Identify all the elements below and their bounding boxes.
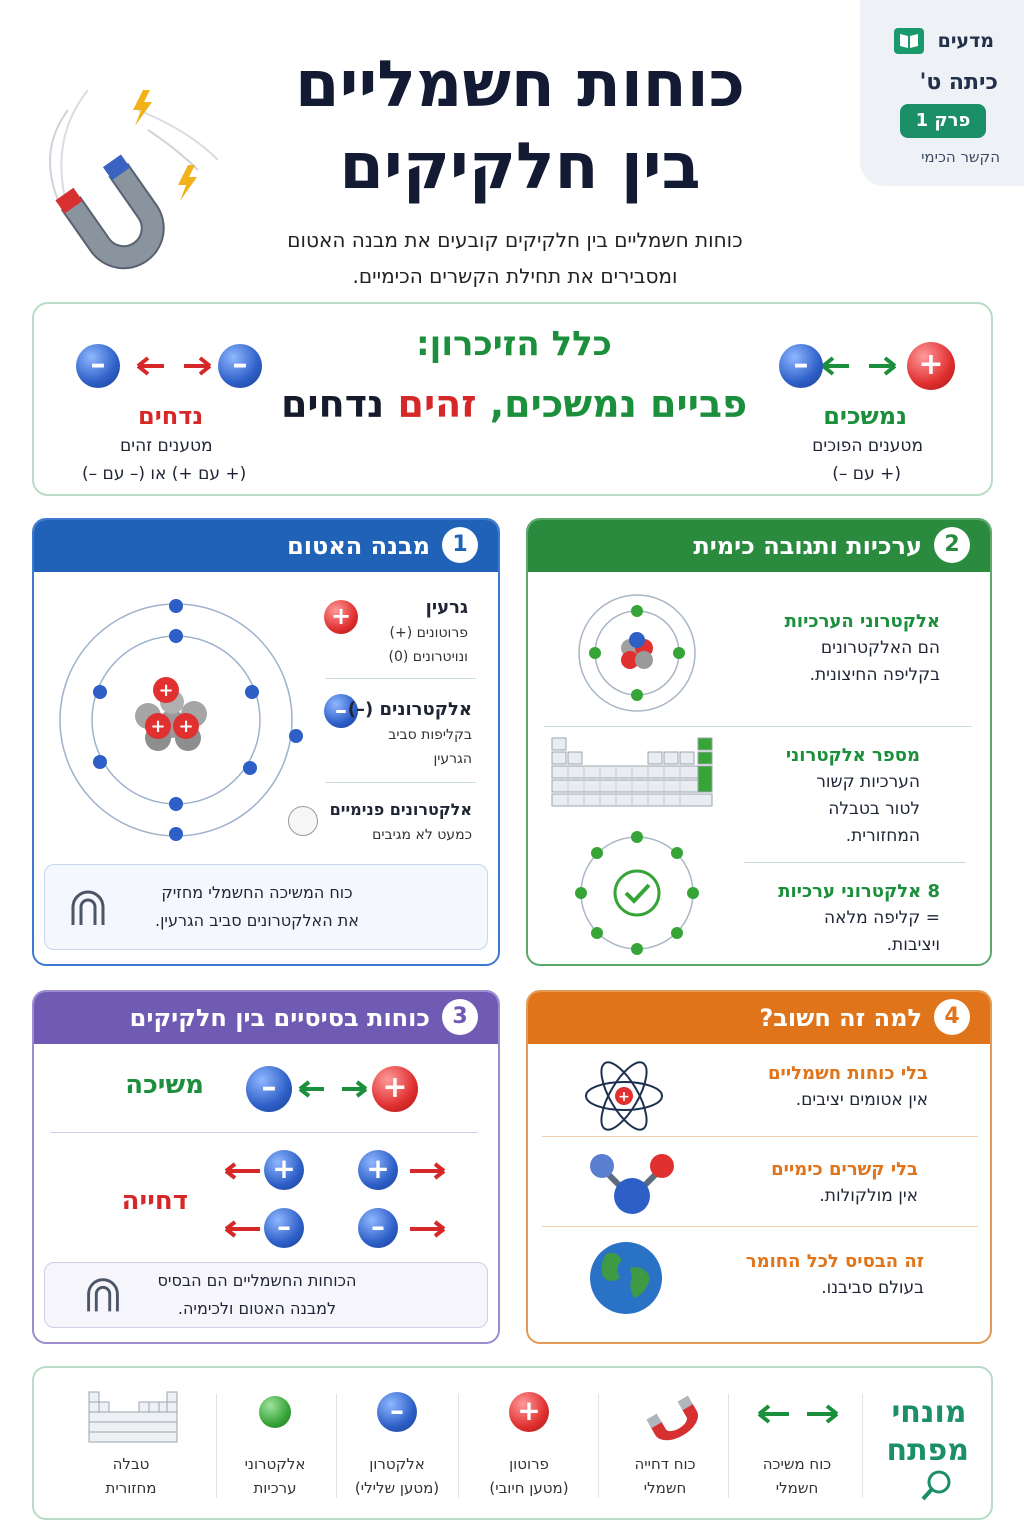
full-shell-icon [574,830,700,956]
magnet-icon [637,1384,707,1444]
note-line-1: כוח המשיכה החשמלי מחזיק [161,883,353,902]
search-icon [919,1468,955,1504]
electron-icon: – [76,344,120,388]
valence-atom-icon [574,590,700,716]
legend-item-line: חשמלי [643,1479,687,1497]
legend-item-electron [337,1452,457,1500]
nucleus-title: גרעין [425,597,468,618]
attract-label: נמשכים [823,402,907,430]
motto-same: זהים [397,382,477,426]
reason-2-title: בלי קשרים כימיים [771,1159,918,1180]
reason-3-line: בעולם סביבנו. [821,1278,924,1298]
valence-title: אלקטרוני הערכיות [784,611,940,632]
valence-electron-icon [259,1396,291,1428]
memory-rule-card [32,302,993,496]
legend-item-line: חשמלי [775,1479,819,1497]
repel-arrow-icon [220,1160,266,1182]
section-valence [526,518,992,966]
electron-icon: – [246,1066,292,1112]
lightning-icon [133,90,152,126]
svg-text:+: + [158,680,174,701]
electrons-line-2: הגרעין [433,751,472,767]
octet-line-2: ויציבות. [886,935,940,955]
legend-item-attract [737,1452,857,1500]
proton-icon: + [907,342,955,390]
legend-item-repel [605,1452,725,1500]
reason-3-title: זה הבסיס לכל החומר [745,1251,924,1272]
nucleus-line-1: פרוטונים (+) [389,625,468,641]
section-header [34,520,498,572]
svg-text:+: + [178,716,194,737]
magnet-illustration [28,70,228,290]
electron-icon: – [358,1208,398,1248]
valence-line-2: בקליפה החיצונית. [809,665,940,685]
legend-item-line: מחזורית [105,1479,157,1497]
legend-title-1: מונחי [891,1395,967,1430]
section-number: 1 [442,527,478,563]
attract-arrows-icon [819,354,899,378]
section-title: מבנה האטום [287,532,430,560]
topic-label: הקשר הכימי [921,148,1000,166]
molecule-icon [586,1150,678,1220]
reason-1-title: בלי כוחות חשמליים [768,1063,928,1084]
attract-label: משיכה [125,1070,204,1100]
reason-1-line: אין אטומים יציבים. [795,1090,928,1110]
valence-count-line-3: המחזורית. [845,826,920,846]
chapter-pill: פרק 1 [900,104,986,138]
atom-icon [582,1054,666,1138]
rule-title: כלל הזיכרון: [416,324,612,364]
electrons-line-1: בקליפות סביב [388,727,472,743]
inner-electrons-line: כמעט לא מגיבים [372,827,472,843]
valence-line-1: הם האלקטרונים [820,638,940,658]
proton-icon: + [324,600,358,634]
legend-item-periodic-table [71,1452,191,1500]
legend-item-proton [469,1452,589,1500]
nucleus-line-2: ונויטרונים (0) [388,649,468,665]
subject-label: מדעים [937,30,994,52]
globe-icon [586,1238,666,1318]
section-number: 2 [934,527,970,563]
subtitle-line-2: ומסבירים את תחילת הקשרים הכימיים. [352,264,678,288]
title-line-1: כוחות חשמליים [295,48,745,122]
attract-pair: (+ עם –) [832,464,901,484]
note-line-2: למבנה האטום ולכימיה. [177,1299,337,1318]
magnet-icon [63,883,113,933]
proton-pair-icon: + [264,1150,304,1190]
periodic-table-icon [87,1390,179,1446]
note-line-2: את האלקטרונים סביב הגרעין. [154,911,359,930]
legend-item-line: פרוטון [509,1455,549,1473]
electron-icon: – [377,1392,417,1432]
electrons-title: אלקטרונים (–) [347,699,472,720]
section-basic-forces [32,990,500,1344]
legend-item-line: ערכיות [253,1479,297,1497]
valence-count-line-1: הערכיות קשור [816,772,920,792]
legend-item-line: (מטען שלילי) [354,1479,440,1497]
legend-item-line: כוח דחייה [634,1455,696,1473]
reason-2-line: אין מולקולות. [819,1186,918,1206]
book-icon [894,28,924,54]
legend-item-line: טבלה [112,1455,150,1473]
legend-item-line: (מטען חיובי) [489,1479,569,1497]
magnet-icon [28,70,228,290]
section-title: ערכיות ותגובה כימית [693,532,922,560]
lightning-icon [178,165,197,201]
electron-icon: – [264,1208,304,1248]
proton-pair-icon: + [358,1150,398,1190]
attract-arrows-icon [755,1402,841,1426]
valence-count-line-2: לטור בטבלה [828,799,920,819]
motto-repel: נדחים [280,382,385,426]
repel-arrow-icon [404,1218,450,1240]
section-atom-structure [32,518,500,966]
legend-item-valence [215,1452,335,1500]
repel-arrow-icon [220,1218,266,1240]
repel-arrows-icon [134,354,214,378]
section-header [528,992,990,1044]
electron-icon: – [218,344,262,388]
section-title: כוחות בסיסיים בין חלקיקים [129,1004,430,1032]
electron-icon: – [324,694,358,728]
note-box [44,1262,488,1328]
note-box [44,864,488,950]
section-title: למה זה חשוב? [759,1004,922,1032]
proton-icon: + [372,1066,418,1112]
section-number: 3 [442,999,478,1035]
title-line-2: בין חלקיקים [339,130,701,204]
section-number: 4 [934,999,970,1035]
page-subtitle [210,222,820,294]
legend-title-2: מפתח [886,1433,969,1468]
subject-badge [860,0,1024,186]
octet-line-1: = קליפה מלאה [824,908,940,928]
section-header [34,992,498,1044]
key-terms-legend [32,1366,993,1520]
electron-icon: – [779,344,823,388]
legend-item-line: אלקטרון [369,1455,425,1473]
octet-title: 8 אלקטרוני ערכיות [778,881,940,902]
periodic-table-icon [550,736,716,816]
grade-label: כיתה ט' [919,70,998,95]
note-line-1: הכוחות החשמליים הם הבסיס [157,1271,357,1290]
proton-icon: + [509,1392,549,1432]
section-header [528,520,990,572]
repel-desc: מטענים זהים [120,436,213,456]
valence-count-title: מספר אלקטרוני [785,745,920,766]
svg-text:+: + [150,716,166,737]
subtitle-line-1: כוחות חשמליים בין חלקיקים קובעים את מבנה האטום [287,228,743,252]
motto-attract: פביים נמשכים, [489,382,748,426]
legend-item-line: כוח משיכה [762,1455,832,1473]
page-title [200,50,840,202]
svg-text:+: + [618,1089,630,1105]
attract-desc: מטענים הפוכים [812,436,923,456]
rule-motto [254,382,774,426]
inner-electrons-title: אלקטרונים פנימיים [329,800,472,819]
section-why-important [526,990,992,1344]
repel-arrow-icon [404,1160,450,1182]
attract-arrows-icon [296,1078,370,1100]
repel-label: נדחים [138,402,204,430]
repel-label: דחייה [121,1186,188,1216]
atom-icon [48,592,308,852]
legend-item-line: אלקטרוני [244,1455,306,1473]
repel-pair: (+ עם +) או (– עם –) [82,464,247,484]
legend-title [886,1394,969,1470]
